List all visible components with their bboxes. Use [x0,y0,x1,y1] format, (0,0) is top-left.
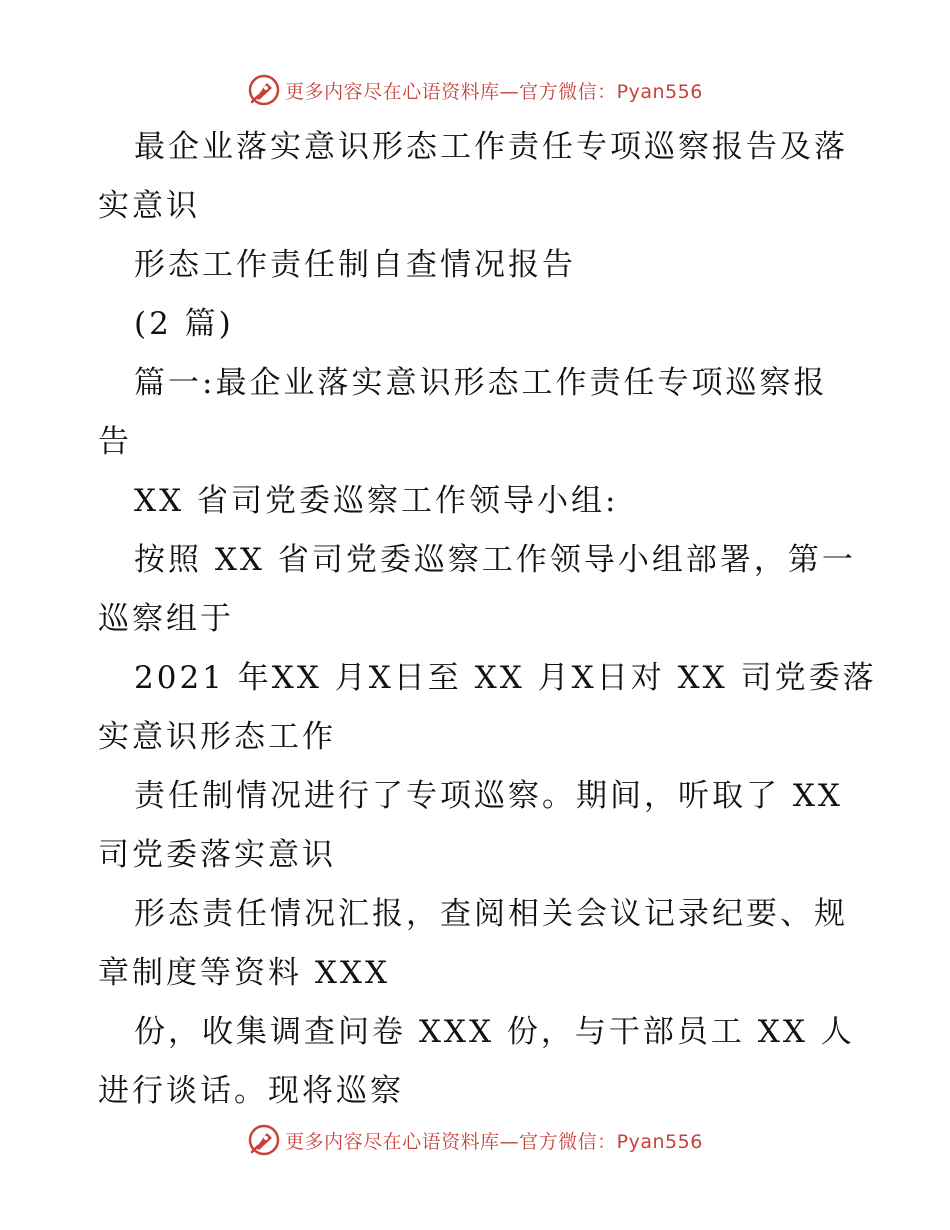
document-line: 形态工作责任制自查情况报告 [134,247,576,283]
document-line: 司党委落实意识 [98,837,336,873]
document-line: 按照 XX 省司党委巡察工作领导小组部署，第一 [134,542,856,578]
pen-nib-logo-icon [247,1123,281,1157]
footer-banner-text: 更多内容尽在心语资料库—官方微信：Pyan556 [285,1130,703,1153]
document-line: 形态责任情况汇报，查阅相关会议记录纪要、规 [134,896,848,932]
document-line: 篇一:最企业落实意识形态工作责任专项巡察报 [134,365,828,401]
document-line: 进行谈话。现将巡察 [98,1073,404,1109]
document-line: XX 省司党委巡察工作领导小组: [134,483,619,519]
document-line: (2 篇) [134,306,234,342]
pen-nib-logo-icon [247,73,281,107]
document-line: 告 [98,424,132,460]
header-banner-text: 更多内容尽在心语资料库—官方微信：Pyan556 [285,80,703,103]
document-line: 章制度等资料 XXX [98,955,391,991]
document-body [98,118,877,1121]
document-line: 巡察组于 [98,601,234,637]
document-line: 实意识形态工作 [98,719,336,755]
document-line: 2021 年XX 月X日至 XX 月X日对 XX 司党委落 [134,660,877,696]
document-line: 实意识 [98,188,200,224]
document-line: 份，收集调查问卷 XXX 份，与干部员工 XX 人 [134,1014,855,1050]
document-line: 最企业落实意识形态工作责任专项巡察报告及落 [134,129,848,165]
footer-banner [0,1120,950,1160]
header-banner [0,70,950,110]
document-line: 责任制情况进行了专项巡察。期间，听取了 XX [134,778,843,814]
